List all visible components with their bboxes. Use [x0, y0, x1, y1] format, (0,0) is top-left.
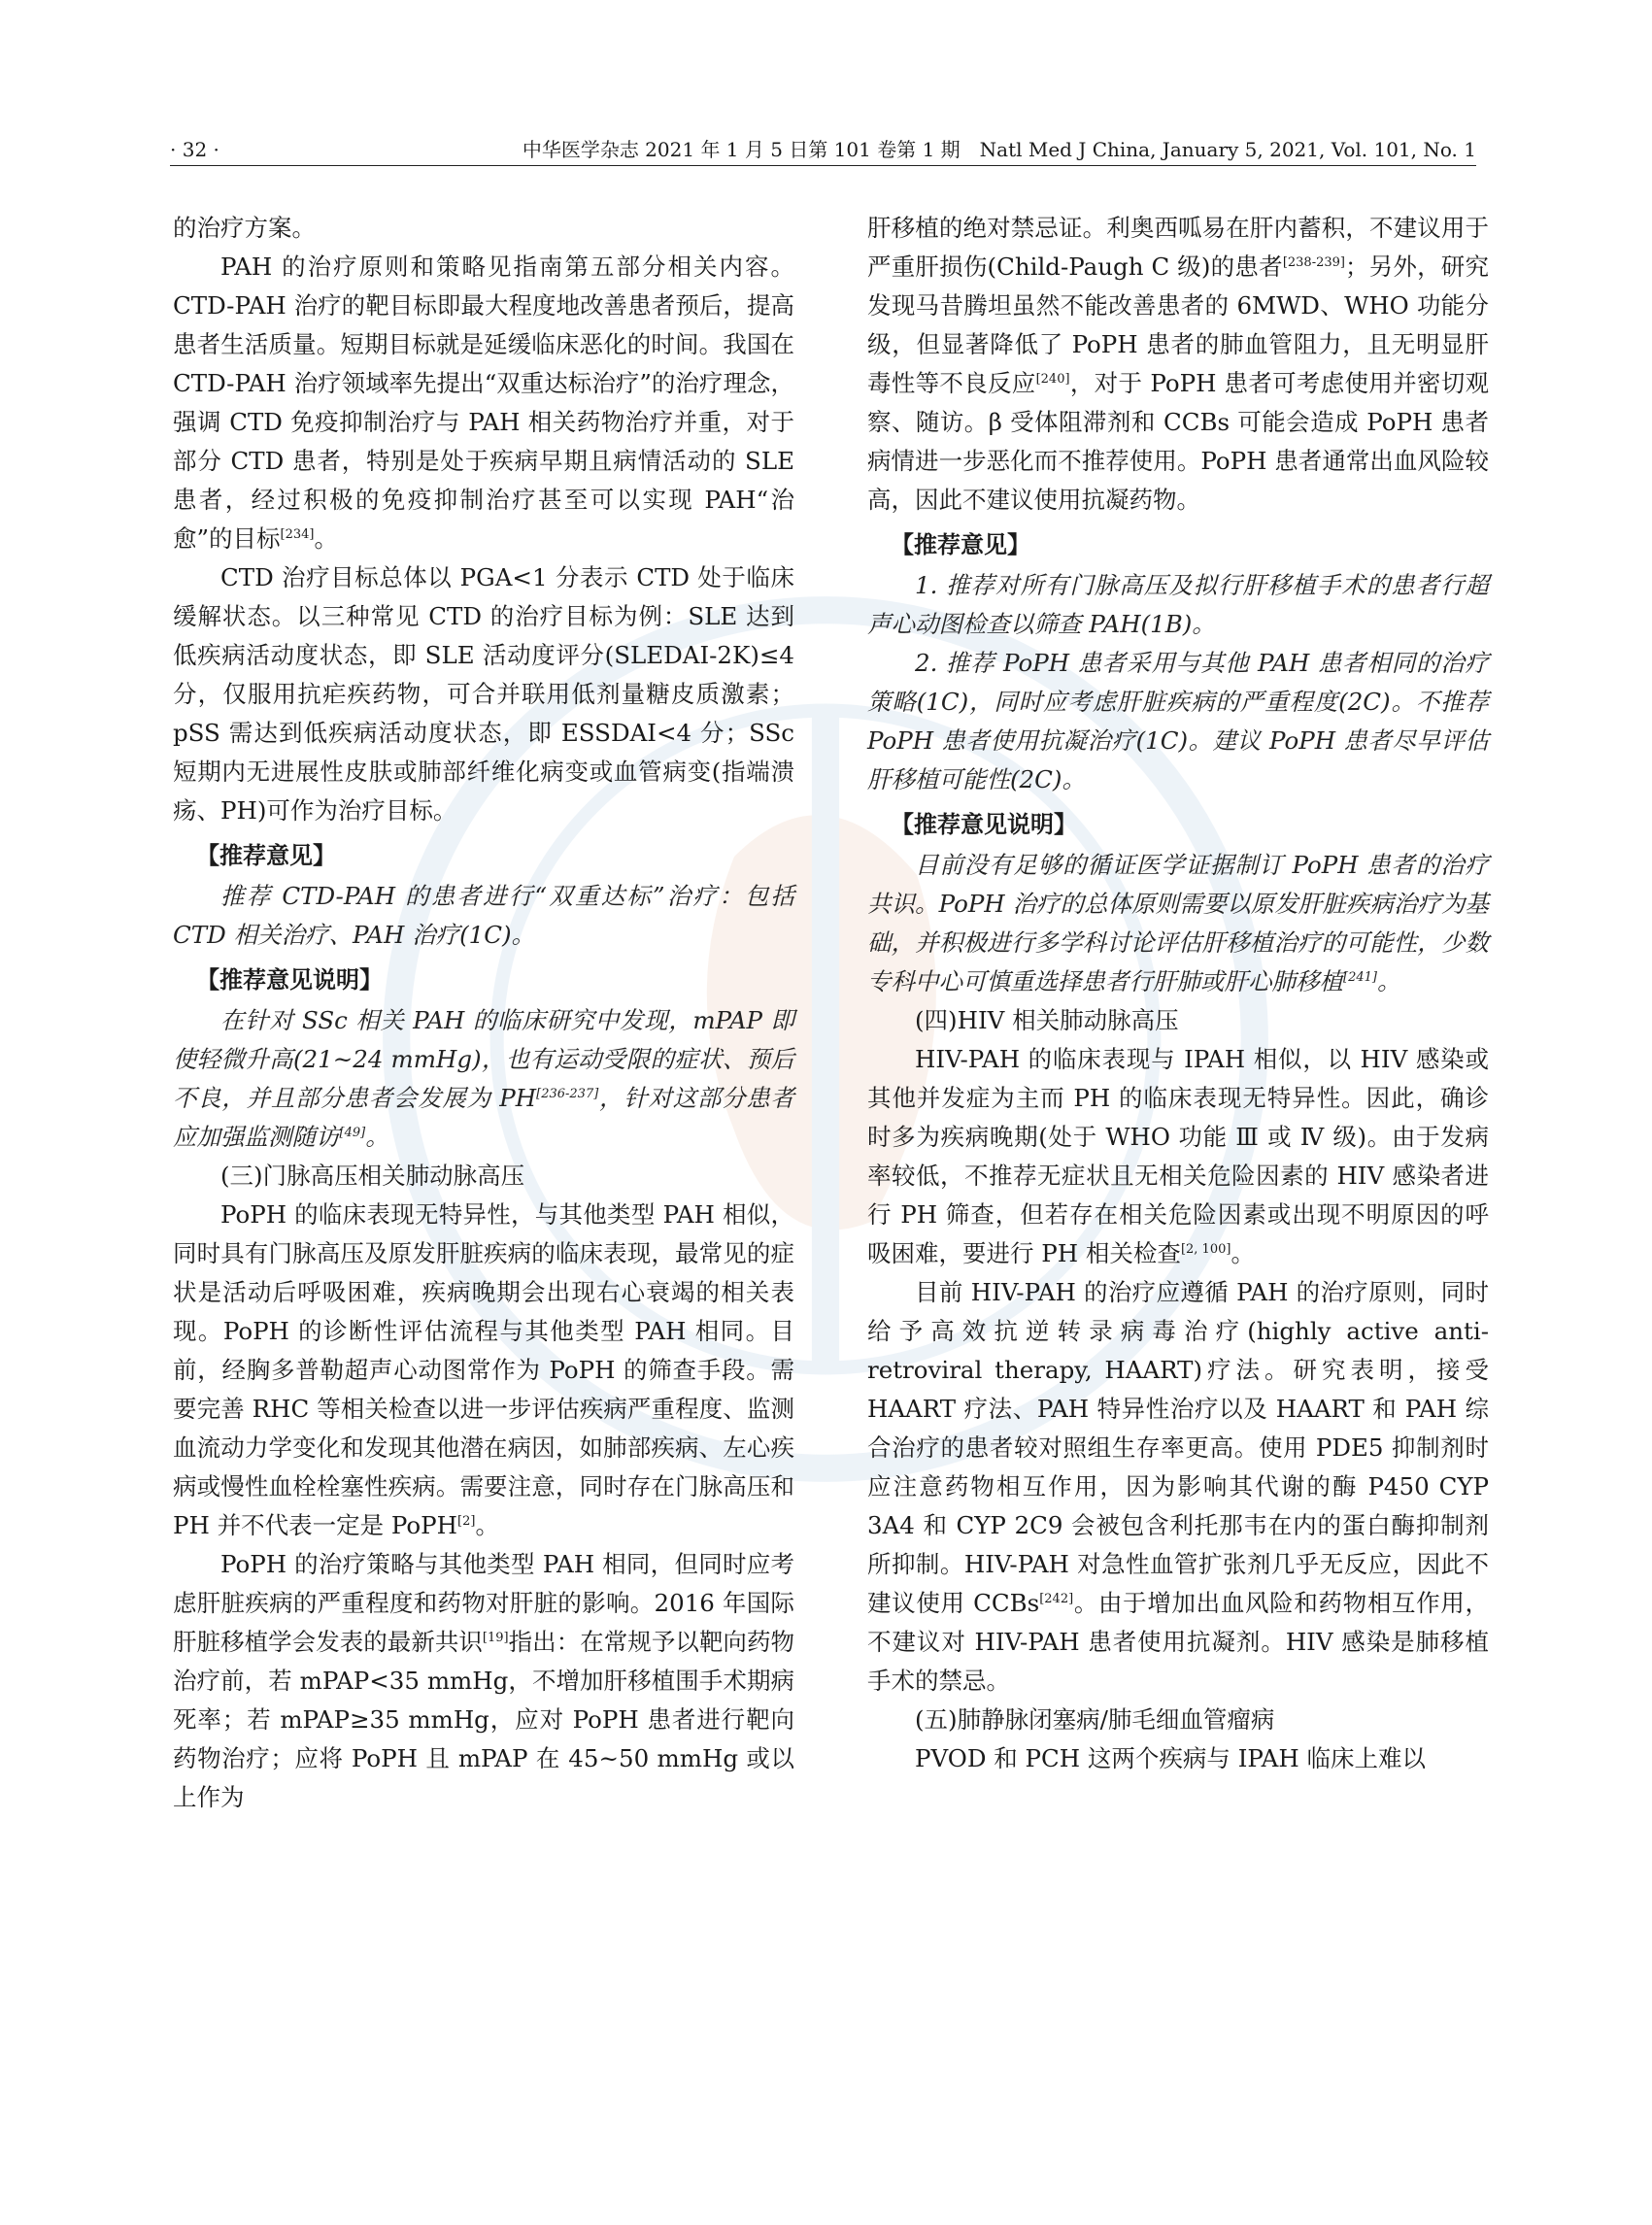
page-number: · 32 · [170, 138, 219, 161]
recommendation-note: 在针对 SSc 相关 PAH 的临床研究中发现，mPAP 即使轻微升高(21~24 mmHg)，也有运动受限的症状、预后不良，并且部分患者会发展为 PH[236-237]，针对这部分患者应加强监测随访[49]。 [173, 1006, 795, 1151]
paragraph: PAH 的治疗原则和策略见指南第五部分相关内容。CTD-PAH 治疗的靶目标即最大程度地改善患者预后，提高患者生活质量。短期目标就是延缓临床恶化的时间。我国在 CTD-PAH 治疗领域率先提出“双重达标治疗”的治疗理念，强调 CTD 免疫抑制治疗与 PAH 相关药物治疗并重，对于部分 CTD 患者，特别是处于疾病早期且病情活动的 SLE 患者，经过积极的免疫抑制治疗甚至可以实现 PAH“治愈”的目标[234]。 [173, 253, 794, 553]
citation: [2, 100] [1180, 1241, 1231, 1257]
recommendation-heading: 【推荐意见】 [196, 842, 336, 869]
recommendation-heading: 【推荐意见】 [891, 531, 1030, 558]
paragraph: PVOD 和 PCH 这两个疾病与 IPAH 临床上难以 [915, 1744, 1426, 1772]
citation: [240] [1035, 371, 1070, 387]
recommendation-note-heading: 【推荐意见说明】 [891, 811, 1077, 838]
section-heading: (五)肺静脉闭塞病/肺毛细血管瘤病 [915, 1705, 1275, 1734]
citation: [19] [482, 1630, 509, 1645]
citation: [242] [1039, 1591, 1074, 1606]
recommendation: 1. 推荐对所有门脉高压及拟行肝移植手术的患者行超声心动图检查以筛查 PAH(1B)。 [867, 571, 1489, 638]
citation: [241] [1343, 969, 1377, 985]
paragraph: PoPH 的治疗策略与其他类型 PAH 相同，但同时应考虑肝脏疾病的严重程度和药物对肝脏的影响。2016 年国际肝脏移植学会发表的最新共识[19]指出：在常规予以靶向药物治疗前，若 mPAP<35 mmHg，不增加肝移植围手术期病死率；若 mPAP≥35 mmHg，应对 PoPH 患者进行靶向药物治疗；应将 PoPH 且 mPAP 在 45~50 mmHg 或以上作为 [173, 1550, 794, 1811]
citation: [2] [457, 1513, 476, 1529]
citation: [236-237] [536, 1086, 599, 1101]
recommendation: 2. 推荐 PoPH 患者采用与其他 PAH 患者相同的治疗策略(1C)，同时应考虑肝脏疾病的严重程度(2C)。不推荐 PoPH 患者使用抗凝治疗(1C)。建议 PoPH 患者尽早评估肝移植可能性(2C)。 [867, 649, 1489, 793]
paragraph: 的治疗方案。 [173, 214, 316, 242]
paragraph: 肝移植的绝对禁忌证。利奥西呱易在肝内蓄积，不建议用于严重肝损伤(Child-Paugh C 级)的患者[238-239]；另外，研究发现马昔腾坦虽然不能改善患者的 6MWD、WHO 功能分级，但显著降低了 PoPH 患者的肺血管阻力，且无明显肝毒性等不良反应[240]，对于 PoPH 患者可考虑使用并密切观察、随访。β 受体阻滞剂和 CCBs 可能会造成 PoPH 患者病情进一步恶化而不推荐使用。PoPH 患者通常出血风险较高，因此不建议使用抗凝药物。 [867, 214, 1490, 514]
citation: [234] [280, 526, 315, 542]
journal-info: 中华医学杂志 2021 年 1 月 5 日第 101 卷第 1 期 Natl Med J China, January 5, 2021, Vol. 101, No. 1 [522, 138, 1476, 161]
page-header [170, 136, 1476, 166]
paragraph: PoPH 的临床表现无特异性，与其他类型 PAH 相似，同时具有门脉高压及原发肝脏疾病的临床表现，最常见的症状是活动后呼吸困难，疾病晚期会出现右心衰竭的相关表现。PoPH 的诊断性评估流程与其他类型 PAH 相同。目前，经胸多普勒超声心动图常作为 PoPH 的筛查手段。需要完善 RHC 等相关检查以进一步评估疾病严重程度、监测血流动力学变化和发现其他潜在病因，如肺部疾病、左心疾病或慢性血栓栓塞性疾病。需要注意，同时存在门脉高压和 PH 并不代表一定是 PoPH[2]。 [173, 1200, 794, 1539]
paragraph: HIV-PAH 的临床表现与 IPAH 相似，以 HIV 感染或其他并发症为主而 PH 的临床表现无特异性。因此，确诊时多为疾病晚期(处于 WHO 功能 Ⅲ 或 Ⅳ 级)。由于发病率较低，不推荐无症状且无相关危险因素的 HIV 感染者进行 PH 筛查，但若存在相关危险因素或出现不明原因的呼吸困难，要进行 PH 相关检查[2, 100]。 [867, 1045, 1489, 1267]
recommendation: 推荐 CTD-PAH 的患者进行“双重达标”治疗：包括 CTD 相关治疗、PAH 治疗(1C)。 [173, 882, 794, 949]
citation: [49] [339, 1125, 366, 1140]
paragraph: CTD 治疗目标总体以 PGA<1 分表示 CTD 处于临床缓解状态。以三种常见 CTD 的治疗目标为例：SLE 达到低疾病活动度状态，即 SLE 活动度评分(SLEDAI-2K)≤4 分，仅服用抗疟疾药物，可合并联用低剂量糖皮质激素；pSS 需达到低疾病活动度状态，即 ESSDAI<4 分；SSc 短期内无进展性皮肤或肺部纤维化病变或血管病变(指端溃疡、PH)可作为治疗目标。 [173, 563, 794, 825]
section-heading: (三)门脉高压相关肺动脉高压 [220, 1162, 525, 1190]
left-column [173, 209, 794, 1817]
paragraph: 目前 HIV-PAH 的治疗应遵循 PAH 的治疗原则，同时给予高效抗逆转录病毒治疗(highly active anti-retroviral therapy, HAART)疗法。研究表明，接受 HAART 疗法、PAH 特异性治疗以及 HAART 和 PAH 综合治疗的患者较对照组生存率更高。使用 PDE5 抑制剂时应注意药物相互作用，因为影响其代谢的酶 P450 CYP 3A4 和 CYP 2C9 会被包含利托那韦在内的蛋白酶抑制剂所抑制。HIV-PAH 对急性血管扩张剂几乎无反应，因此不建议使用 CCBs[242]。由于增加出血风险和药物相互作用，不建议对 HIV-PAH 患者使用抗凝剂。HIV 感染是肺移植手术的禁忌。 [867, 1278, 1490, 1695]
recommendation-note: 目前没有足够的循证医学证据制订 PoPH 患者的治疗共识。PoPH 治疗的总体原则需要以原发肝脏疾病治疗为基础，并积极进行多学科讨论评估肝移植治疗的可能性，少数专科中心可慎重选择患者行肝肺或肝心肺移植[241]。 [867, 851, 1489, 995]
recommendation-note-heading: 【推荐意见说明】 [196, 966, 383, 994]
section-heading: (四)HIV 相关肺动脉高压 [915, 1006, 1179, 1034]
citation: [238-239] [1282, 254, 1345, 270]
right-column [867, 209, 1489, 1778]
